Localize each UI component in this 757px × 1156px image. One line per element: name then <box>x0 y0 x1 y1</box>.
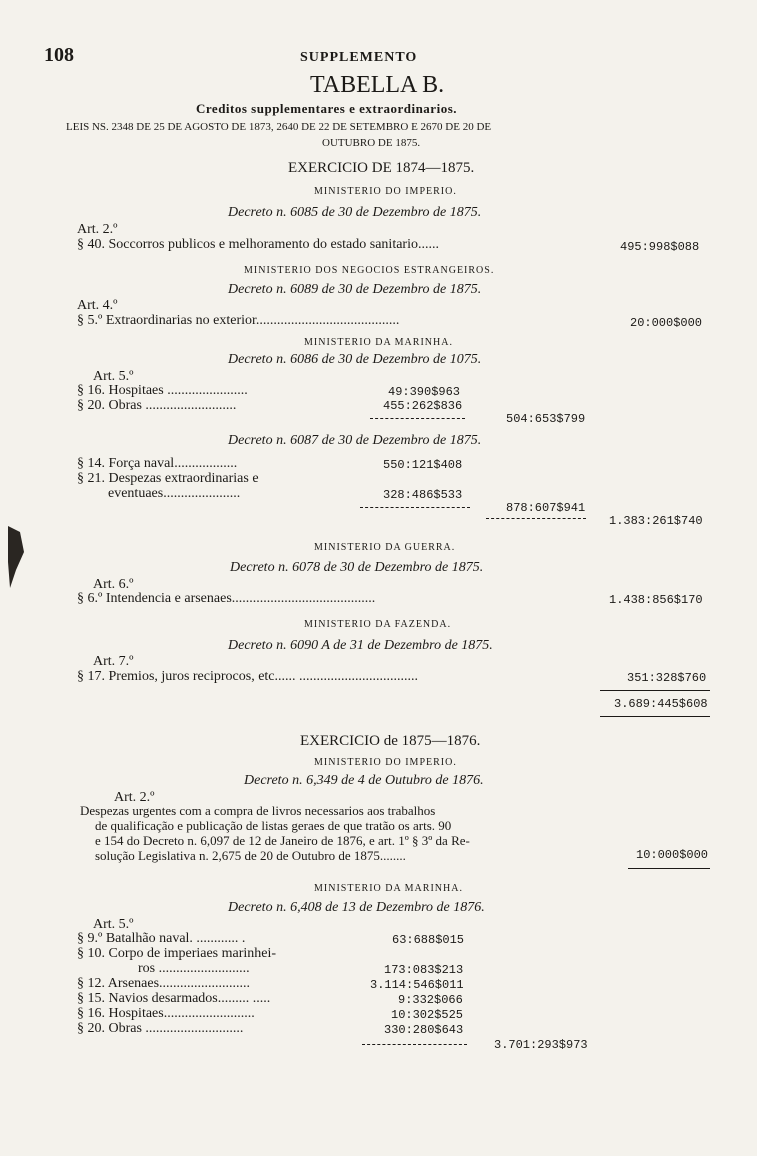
art-marinha-1: Art. 5.º <box>93 369 134 384</box>
decree-imperio-1: Decreto n. 6085 de 30 de Dezembro de 1875. <box>228 205 482 220</box>
rule-marinha-3 <box>486 518 586 519</box>
total-estrangeiros: 20:000$000 <box>630 316 703 330</box>
grand-total-1: 3.689:445$608 <box>614 697 708 711</box>
ministry-imperio-1: MINISTERIO DO IMPERIO. <box>314 186 457 197</box>
decree-guerra: Decreto n. 6078 de 30 de Dezembro de 1875. <box>230 560 484 575</box>
subtotal-marinha-1: 504:653$799 <box>506 412 586 426</box>
total-marinha-1: 1.383:261$740 <box>609 514 703 528</box>
decree-marinha-1b: Decreto n. 6087 de 30 de Dezembro de 1875. <box>228 433 482 448</box>
art-imperio-1: Art. 2.º <box>77 222 118 237</box>
value-marinha-obras: 455:262$836 <box>383 399 463 413</box>
line-fazenda: § 17. Premios, juros reciprocos, etc...... .................................. <box>77 669 419 684</box>
value-marinha-despezas: 328:486$533 <box>383 488 463 502</box>
value-hospitaes-2: 10:302$525 <box>391 1008 464 1022</box>
table-title: TABELLA B. <box>310 72 445 98</box>
item-navios: § 15. Navios desarmados......... ..... <box>77 991 271 1006</box>
decree-estrangeiros: Decreto n. 6089 de 30 de Dezembro de 1875. <box>228 282 482 297</box>
total-imperio-1: 495:998$088 <box>620 240 700 254</box>
art-guerra: Art. 6.º <box>93 577 134 592</box>
total-fazenda: 351:328$760 <box>627 671 707 685</box>
ministry-estrangeiros: MINISTERIO DOS NEGOCIOS ESTRANGEIROS. <box>244 265 495 276</box>
total-guerra: 1.438:856$170 <box>609 593 703 607</box>
item-marinha-despezas-2: eventuaes...................... <box>108 486 241 501</box>
rule-grand-total <box>600 690 710 691</box>
decree-marinha-1a: Decreto n. 6086 de 30 de Dezembro de 1075. <box>228 352 482 367</box>
total-imperio-2: 10:000$000 <box>636 848 709 862</box>
text-imperio-2-line-1: Despezas urgentes com a compra de livros necessarios aos trabalhos <box>80 803 436 818</box>
text-imperio-2-line-2: de qualificação e publicação de listas geraes de que tratão os arts. 90 <box>95 818 452 833</box>
rule-marinha-2 <box>360 507 470 508</box>
item-marinha-despezas-1: § 21. Despezas extraordinarias e <box>77 471 259 486</box>
item-corpo-cont: ros .......................... <box>138 961 250 976</box>
decree-imperio-2: Decreto n. 6,349 de 4 de Outubro de 1876. <box>244 773 484 788</box>
page-number: 108 <box>44 44 74 66</box>
item-batalhao: § 9.º Batalhão naval. ............ . <box>77 931 246 946</box>
subtitle: Creditos supplementares e extraordinarios. <box>196 101 457 116</box>
item-marinha-obras: § 20. Obras .......................... <box>77 398 237 413</box>
art-estrangeiros: Art. 4.º <box>77 298 118 313</box>
item-marinha-hospitaes: § 16. Hospitaes ....................... <box>77 383 248 398</box>
art-fazenda: Art. 7.º <box>93 654 134 669</box>
line-estrangeiros: § 5.º Extraordinarias no exterior......................................... <box>77 313 400 328</box>
item-hospitaes-2: § 16. Hospitaes.......................... <box>77 1006 255 1021</box>
rule-marinha-1 <box>370 418 465 419</box>
ministry-marinha-1: MINISTERIO DA MARINHA. <box>304 337 453 348</box>
art-marinha-2: Art. 5.º <box>93 917 134 932</box>
line-imperio-1: § 40. Soccorros publicos e melhoramento do estado sanitario...... <box>77 237 439 252</box>
rule-marinha-2-sub <box>362 1044 467 1045</box>
item-arsenaes: § 12. Arsenaes.......................... <box>77 976 251 991</box>
value-batalhao: 63:688$015 <box>392 933 465 947</box>
text-imperio-2-line-4: solução Legislativa n. 2,675 de 20 de Outubro de 1875........ <box>95 848 406 863</box>
item-marinha-forca: § 14. Força naval.................. <box>77 456 238 471</box>
ministry-marinha-2: MINISTERIO DA MARINHA. <box>314 883 463 894</box>
value-marinha-forca: 550:121$408 <box>383 458 463 472</box>
exercise-heading-1: EXERCICIO DE 1874—1875. <box>288 160 475 176</box>
rule-grand-total-bottom <box>600 716 710 717</box>
laws-line-1: LEIS NS. 2348 DE 25 DE AGOSTO DE 1873, 2640 DE 22 DE SETEMBRO E 2670 DE 20 DE <box>66 121 492 133</box>
subtotal-marinha-2: 3.701:293$973 <box>494 1038 588 1052</box>
value-obras-2: 330:280$643 <box>384 1023 464 1037</box>
laws-line-2: OUTUBRO DE 1875. <box>322 137 421 149</box>
item-corpo: § 10. Corpo de imperiaes marinhei- <box>77 946 277 961</box>
value-corpo: 173:083$213 <box>384 963 464 977</box>
item-obras-2: § 20. Obras ............................ <box>77 1021 244 1036</box>
text-imperio-2-line-3: e 154 do Decreto n. 6,097 de 12 de Janeiro de 1876, e art. 1º § 3º da Re- <box>95 833 470 848</box>
exercise-heading-2: EXERCICIO de 1875—1876. <box>300 733 481 749</box>
rule-imperio-2 <box>628 868 710 869</box>
running-head: SUPPLEMENTO <box>300 50 418 65</box>
ministry-guerra: MINISTERIO DA GUERRA. <box>314 542 456 553</box>
value-arsenaes: 3.114:546$011 <box>370 978 464 992</box>
value-navios: 9:332$066 <box>398 993 463 1007</box>
decree-marinha-2: Decreto n. 6,408 de 13 de Dezembro de 1876. <box>228 900 485 915</box>
value-marinha-hospitaes: 49:390$963 <box>388 385 461 399</box>
line-guerra: § 6.º Intendencia e arsenaes......................................... <box>77 591 376 606</box>
art-imperio-2: Art. 2.º <box>114 790 155 805</box>
binding-mark <box>6 522 28 592</box>
ministry-fazenda: MINISTERIO DA FAZENDA. <box>304 619 452 630</box>
decree-fazenda: Decreto n. 6090 A de 31 de Dezembro de 1875. <box>228 638 493 653</box>
ministry-imperio-2: MINISTERIO DO IMPERIO. <box>314 757 457 768</box>
subtotal-marinha-2: 878:607$941 <box>506 501 586 515</box>
